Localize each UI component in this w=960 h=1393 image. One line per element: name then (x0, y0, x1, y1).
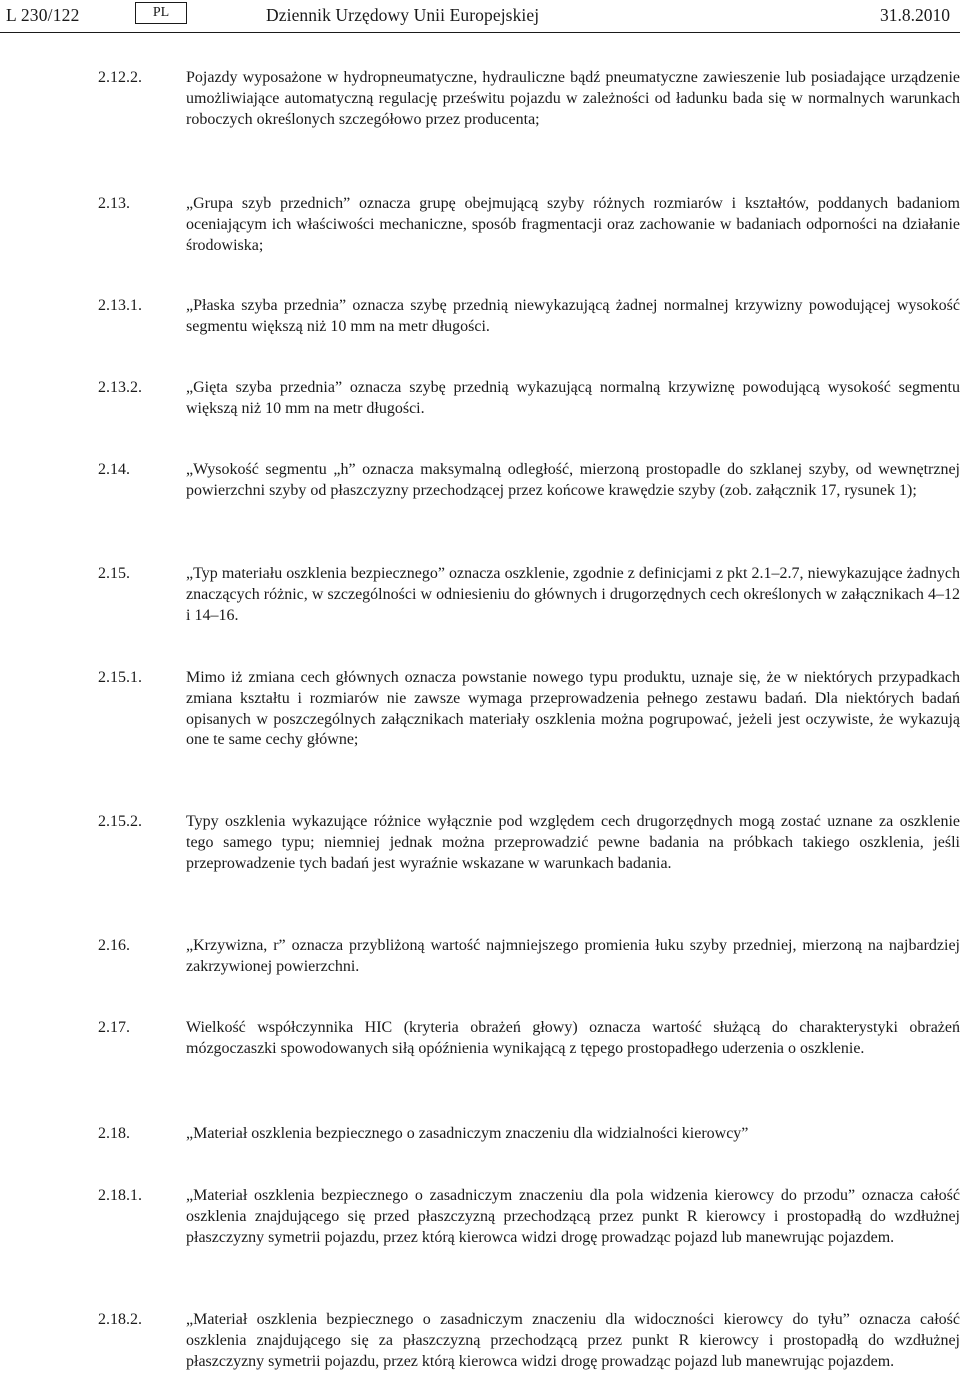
paragraph-text: „Krzywizna, r” oznacza przybliżoną wartość najmniejszego promienia łuku szyby przedniej, mierzoną na najbardziej zakrzywionej powierzchni. (186, 937, 960, 975)
paragraph-2-13-1 (98, 296, 960, 338)
paragraph-text: „Typ materiału oszklenia bezpiecznego” oznacza oszklenie, zgodnie z definicjami z pkt 2.1–2.7, niewykazujące żadnych znaczących różnic, w szczególności w odniesieniu do głównych i drugorzędnych cech określonych w załącznikach 4–12 i 14–16. (186, 565, 960, 624)
paragraph-number: 2.16. (98, 937, 130, 954)
paragraph-number: 2.13. (98, 195, 130, 212)
paragraph-number: 2.18.1. (98, 1187, 142, 1204)
header-divider (0, 32, 960, 33)
paragraph-2-18 (98, 1124, 930, 1145)
paragraph-2-16 (98, 936, 960, 978)
paragraph-text: „Płaska szyba przednia” oznacza szybę przednią niewykazującą żadnej normalnej krzywizny powodującej wysokość segmentu większą niż 10 mm na metr długości. (186, 297, 960, 335)
paragraph-2-18-1 (98, 1186, 960, 1248)
paragraph-text: „Gięta szyba przednia” oznacza szybę przednią wykazującą normalną krzywiznę powodującą wysokość segmentu większą niż 10 mm na metr długości. (186, 379, 960, 417)
paragraph-text: „Wysokość segmentu „h” oznacza maksymalną odległość, mierzoną prostopadle do szklanej szyby, od wewnętrznej powierzchni szyby od płaszczyzny przechodzącej przez końcowe krawędzie szyby (zob. załącznik 17, rysunek 1); (186, 461, 960, 499)
paragraph-number: 2.15.1. (98, 669, 142, 686)
paragraph-2-14 (98, 460, 960, 502)
paragraph-number: 2.13.2. (98, 379, 142, 396)
paragraph-number: 2.15.2. (98, 813, 142, 830)
paragraph-2-13 (98, 194, 960, 256)
paragraph-2-15-1 (98, 668, 960, 751)
paragraph-2-17 (98, 1018, 960, 1060)
paragraph-text: „Materiał oszklenia bezpiecznego o zasadniczym znaczeniu dla widzialności kierowcy” (186, 1125, 749, 1142)
paragraph-text: „Materiał oszklenia bezpiecznego o zasadniczym znaczeniu dla pola widzenia kierowcy do przodu” oznacza całość oszklenia znajdującego się przed płaszczyzną przechodzącą przez punkt R kierowcy i prostopadłą do wzdłużnej płaszczyzny symetrii pojazdu, przez którą kierowca widzi drogę prowadząc pojazd lub manewrując pojazdem. (186, 1187, 960, 1246)
journal-title: Dziennik Urzędowy Unii Europejskiej (266, 5, 540, 25)
paragraph-number: 2.18. (98, 1125, 130, 1142)
page-header (0, 0, 960, 34)
paragraph-2-15 (98, 564, 960, 626)
paragraph-number: 2.17. (98, 1019, 130, 1036)
paragraph-2-18-2 (98, 1310, 960, 1372)
paragraph-2-13-2 (98, 378, 960, 420)
issue-date: 31.8.2010 (880, 5, 950, 25)
paragraph-number: 2.18.2. (98, 1311, 142, 1328)
paragraph-text: „Materiał oszklenia bezpiecznego o zasadniczym znaczeniu dla widoczności kierowcy do tyłu” oznacza całość oszklenia znajdującego się za płaszczyzną przechodzącą przez punkt R kierowcy i prostopadłą do wzdłużnej płaszczyzny symetrii pojazdu, przez którą kierowca widzi drogę prowadząc pojazd lub manewrując pojazdem. (186, 1311, 960, 1370)
paragraph-number: 2.15. (98, 565, 130, 582)
paragraph-2-12-2 (98, 68, 960, 130)
paragraph-text: Mimo iż zmiana cech głównych oznacza powstanie nowego typu produktu, uznaje się, że w niektórych przypadkach zmiana kształtu i rozmiarów nie zawsze wymaga przeprowadzenia pełnego zestawu badań. Dla niektórych badań opisanych w poszczególnych załącznikach materiały oszklenia można pogrupować, jeżeli jest oczywiste, że wykazują one te same cechy główne; (186, 669, 960, 749)
paragraph-2-15-2 (98, 812, 960, 874)
paragraph-number: 2.13.1. (98, 297, 142, 314)
language-badge: PL (135, 2, 187, 24)
paragraph-number: 2.14. (98, 461, 130, 478)
paragraph-text: Wielkość współczynnika HIC (kryteria obrażeń głowy) oznacza wartość służącą do charakterystyki obrażeń mózgoczaszki spowodowanych siłą opóźnienia wynikającą z tępego prostopadłego uderzenia o oszklenie. (186, 1019, 960, 1057)
page-reference: L 230/122 (6, 5, 80, 25)
paragraph-number: 2.12.2. (98, 69, 142, 86)
paragraph-text: „Grupa szyb przednich” oznacza grupę obejmującą szyby różnych rozmiarów i kształtów, poddanych badaniom oceniającym ich właściwości mechaniczne, sposób fragmentacji oraz zachowanie w badaniach odporności na działanie środowiska; (186, 195, 960, 254)
paragraph-text: Typy oszklenia wykazujące różnice wyłącznie pod względem cech drugorzędnych mogą zostać uznane za oszklenie tego samego typu; niemniej jednak można przeprowadzić pewne badania na próbkach takiego oszklenia, jeśli przeprowadzenie tych badań jest wyraźnie wskazane w warunkach badania. (186, 813, 960, 872)
paragraph-text: Pojazdy wyposażone w hydropneumatyczne, hydrauliczne bądź pneumatyczne zawieszenie lub posiadające urządzenie umożliwiające automatyczną regulację prześwitu pojazdu w zależności od ładunku bada się w normalnych warunkach roboczych określonych szczegółowo przez producenta; (186, 69, 960, 128)
